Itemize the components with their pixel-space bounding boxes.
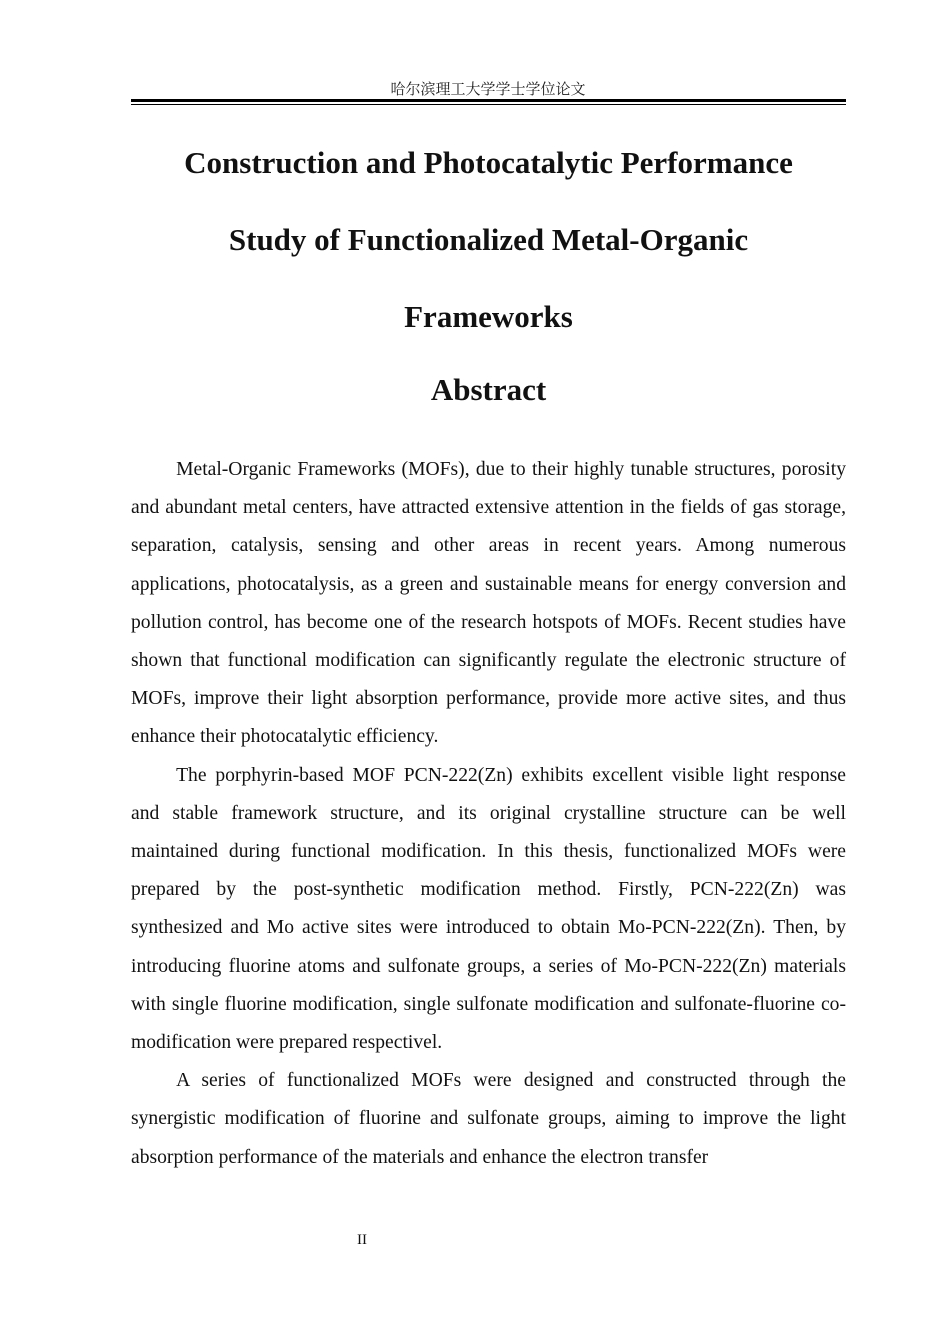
running-header: 哈尔滨理工大学学士学位论文	[390, 80, 586, 98]
abstract-paragraph-1: Metal-Organic Frameworks (MOFs), due to their highly tunable structures, porosity and abundant metal centers, have attracted extensive attention in the fields of gas storage, separation, catalysis, sensing and other areas in recent years. Among numerous applications, photocatalysis, as a green and sustainable means for energy conversion and pollution control, has become one of the research hotspots of MOFs. Recent studies have shown that functional modification can significantly regulate the electronic structure of MOFs, improve their light absorption performance, provide more active sites, and thus enhance their photocatalytic efficiency.	[131, 459, 846, 748]
title-line-1: Construction and Photocatalytic Performance	[184, 145, 793, 180]
header-rule-thick	[131, 99, 846, 102]
abstract-body	[131, 451, 846, 1177]
thesis-title	[131, 124, 846, 355]
title-line-2: Study of Functionalized Metal-Organic	[228, 222, 749, 257]
abstract-paragraph-2: The porphyrin-based MOF PCN-222(Zn) exhibits excellent visible light response and stable framework structure, and its original crystalline structure can be well maintained during functional modification. In this thesis, functionalized MOFs were prepared by the post-synthetic modification method. Firstly, PCN-222(Zn) was synthesized and Mo active sites were introduced to obtain Mo-PCN-222(Zn). Then, by introducing fluorine atoms and sulfonate groups, a series of Mo-PCN-222(Zn) materials with single fluorine modification, single sulfonate modification and sulfonate-fluorine co-modification were prepared respectivel.	[131, 764, 846, 1054]
header-rule-thin	[131, 104, 846, 105]
page-number: II	[357, 1232, 367, 1248]
abstract-paragraph-3: A series of functionalized MOFs were designed and constructed through the synergistic modification of fluorine and sulfonate groups, aiming to improve the light absorption performance of the materials and enhance the electron transfer	[131, 1070, 846, 1168]
abstract-heading: Abstract	[430, 372, 547, 407]
title-line-3: Frameworks	[404, 299, 573, 334]
